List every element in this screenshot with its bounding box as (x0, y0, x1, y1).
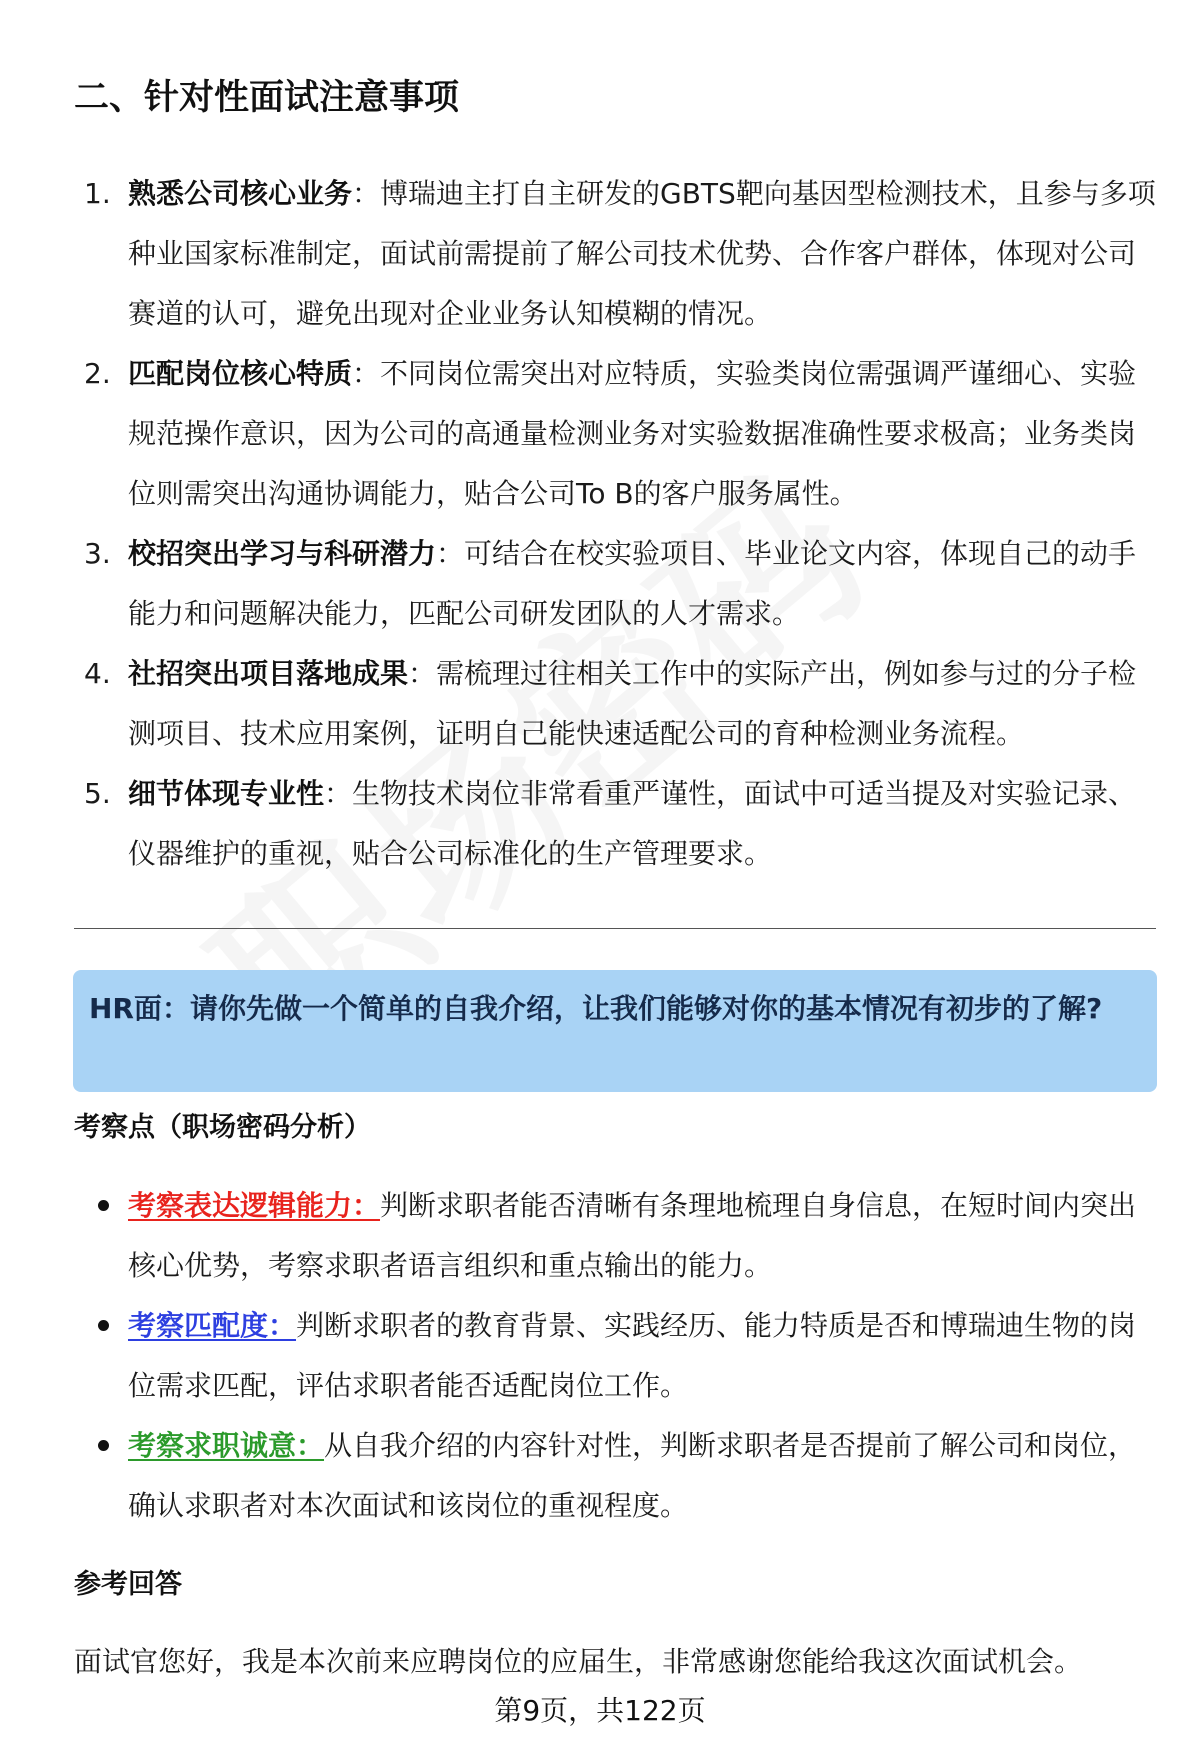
list-number: 3. (84, 537, 111, 570)
assessment-item (0, 1296, 1160, 1416)
question-box (73, 970, 1157, 1092)
list-item (0, 764, 1160, 884)
assessment-label: 考察求职诚意： (128, 1429, 325, 1462)
bullet-icon (98, 1320, 109, 1331)
list-item (0, 164, 1160, 344)
assessment-label: 考察表达逻辑能力： (128, 1189, 381, 1222)
list-term: 社招突出项目落地成果 (128, 657, 409, 690)
section-title: 二、针对性面试注意事项 (74, 78, 460, 118)
divider (74, 928, 1156, 929)
assessment-item (0, 1416, 1160, 1536)
list-item (0, 344, 1160, 524)
list-term: 匹配岗位核心特质 (128, 357, 353, 390)
answer-heading: 参考回答 (74, 1569, 182, 1600)
answer-text: 面试官您好，我是本次前来应聘岗位的应届生，非常感谢您能给我这次面试机会。 (74, 1645, 1083, 1678)
list-term: 校招突出学习与科研潜力 (128, 537, 437, 570)
list-text: ：可结合在校实验项目、毕业论文内容，体现自己的动手能力和问题解决能力，匹配公司研发团队的人才需求。 (128, 537, 1137, 630)
page-number: 第9页，共122页 (494, 1694, 706, 1727)
list-number: 5. (84, 777, 111, 810)
list-text: ：生物技术岗位非常看重严谨性，面试中可适当提及对实验记录、仪器维护的重视，贴合公司标准化的生产管理要求。 (128, 777, 1137, 870)
assessment-item (0, 1176, 1160, 1296)
assessment-label: 考察匹配度： (128, 1309, 297, 1342)
list-term: 细节体现专业性 (128, 777, 325, 810)
list-term: 熟悉公司核心业务 (128, 177, 353, 210)
list-item (0, 524, 1160, 644)
list-number: 4. (84, 657, 111, 690)
bullet-icon (98, 1440, 109, 1451)
assessment-text: 从自我介绍的内容针对性，判断求职者是否提前了解公司和岗位，确认求职者对本次面试和该岗位的重视程度。 (128, 1429, 1137, 1522)
bullet-icon (98, 1200, 109, 1211)
assessment-heading: 考察点（职场密码分析） (74, 1112, 371, 1143)
question-text: HR面：请你先做一个简单的自我介绍，让我们能够对你的基本情况有初步的了解? (89, 992, 1103, 1025)
assessment-list (0, 1176, 1160, 1536)
list-text: ：不同岗位需突出对应特质，实验类岗位需强调严谨细心、实验规范操作意识，因为公司的高通量检测业务对实验数据准确性要求极高；业务类岗位则需突出沟通协调能力，贴合公司To B的客户服务属性。 (128, 357, 1137, 510)
list-item (0, 644, 1160, 764)
numbered-list (0, 164, 1160, 884)
list-text: ：博瑞迪主打自主研发的GBTS靶向基因型检测技术，且参与多项种业国家标准制定，面试前需提前了解公司技术优势、合作客户群体，体现对公司赛道的认可，避免出现对企业业务认知模糊的情况。 (128, 177, 1156, 330)
assessment-text: 判断求职者能否清晰有条理地梳理自身信息，在短时间内突出核心优势，考察求职者语言组织和重点输出的能力。 (128, 1189, 1137, 1282)
assessment-text: 判断求职者的教育背景、实践经历、能力特质是否和博瑞迪生物的岗位需求匹配，评估求职者能否适配岗位工作。 (128, 1309, 1137, 1402)
list-text: ：需梳理过往相关工作中的实际产出，例如参与过的分子检测项目、技术应用案例，证明自己能快速适配公司的育种检测业务流程。 (128, 657, 1137, 750)
list-number: 1. (84, 177, 111, 210)
list-number: 2. (84, 357, 111, 390)
